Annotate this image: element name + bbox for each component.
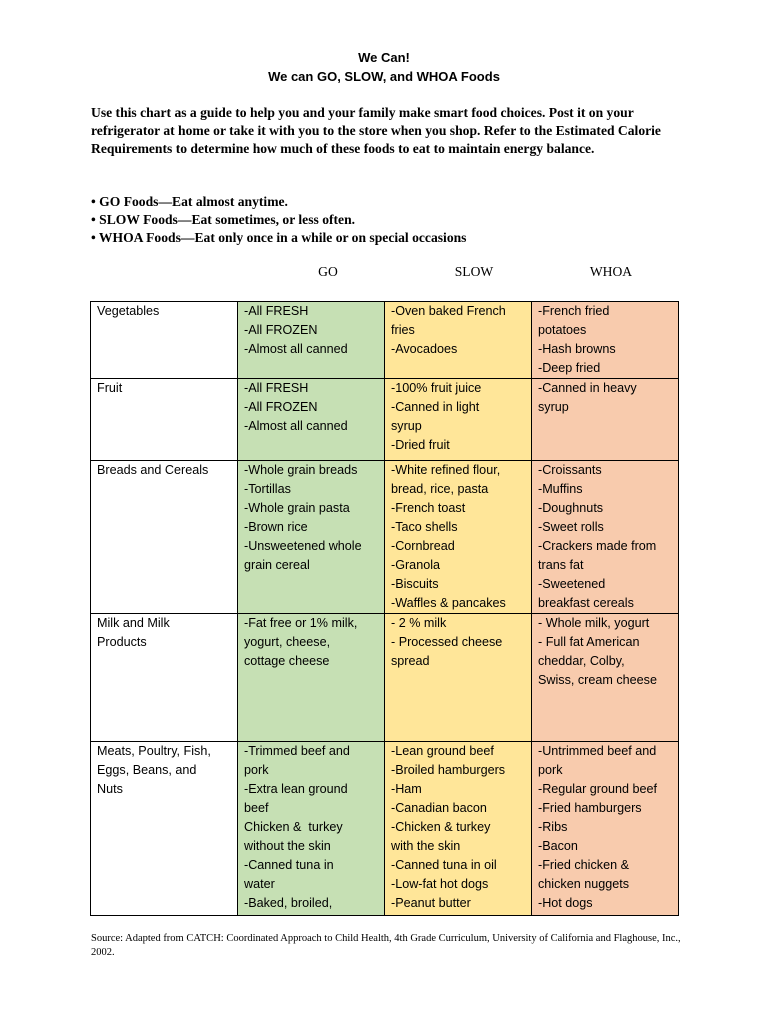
food-item: syrup [538,400,569,414]
food-item: -All FRESH [244,381,309,395]
bullet-slow: • SLOW Foods—Eat sometimes, or less often. [91,212,356,227]
food-item: breakfast cereals [538,596,634,610]
food-item: -Waffles & pancakes [391,596,506,610]
food-item: -Oven baked French [391,304,506,318]
go-cell [238,379,385,461]
category-label: Breads and Cereals [97,463,209,477]
food-item: -Tortillas [244,482,291,496]
food-item: - 2 % milk [391,616,447,630]
food-item: -Hot dogs [538,896,593,910]
category-label: Milk and Milk [97,616,170,630]
food-item: -Bacon [538,839,578,853]
food-item: pork [244,763,269,777]
slow-cell [385,302,532,379]
food-item: -French fried [538,304,610,318]
food-item: fries [391,323,415,337]
bullet-go: • GO Foods—Eat almost anytime. [91,194,288,209]
food-item: -Lean ground beef [391,744,494,758]
bullet-list [91,193,691,247]
food-item: -Ribs [538,820,568,834]
go-cell [238,742,385,916]
column-headers [0,264,768,284]
food-item: -Fried chicken & [538,858,629,872]
food-item: -Almost all canned [244,419,348,433]
food-item: -Canadian bacon [391,801,487,815]
go-cell [238,614,385,742]
slow-cell [385,461,532,614]
column-header-whoa: WHOA [589,264,633,279]
food-item: -Canned tuna in oil [391,858,497,872]
food-item: -Almost all canned [244,342,348,356]
food-item: -Dried fruit [391,438,450,452]
category-label: Products [97,635,147,649]
food-item: -Peanut butter [391,896,471,910]
go-cell [238,302,385,379]
whoa-cell [532,302,679,379]
category-label: Nuts [97,782,123,796]
food-item: -Crackers made from [538,539,657,553]
category-label: Meats, Poultry, Fish, [97,744,211,758]
whoa-cell [532,379,679,461]
food-item: -All FROZEN [244,400,318,414]
food-item: -Chicken & turkey [391,820,491,834]
food-item: - Full fat American [538,635,640,649]
food-item: cottage cheese [244,654,330,668]
food-item: -Canned tuna in [244,858,334,872]
food-item: Chicken & turkey [244,820,343,834]
food-item: bread, rice, pasta [391,482,489,496]
food-item: pork [538,763,563,777]
food-item: -All FROZEN [244,323,318,337]
bullet-whoa: • WHOA Foods—Eat only once in a while or on special occasions [91,230,467,245]
table-row [91,302,679,379]
document-title: We Can! [358,50,410,65]
food-item: -All FRESH [244,304,309,318]
category-label: Vegetables [97,304,160,318]
source-citation: Source: Adapted from CATCH: Coordinated Approach to Child Health, 4th Grade Curriculum, University of California and Flaghouse, Inc., 2002. [91,933,681,958]
category-cell [91,614,238,742]
food-item: -Canned in heavy [538,381,637,395]
food-item: yogurt, cheese, [244,635,331,649]
food-item: -Fat free or 1% milk, [244,616,358,630]
food-item: -Broiled hamburgers [391,763,506,777]
food-item: -Extra lean ground [244,782,348,796]
food-item: water [244,877,275,891]
food-item: -Low-fat hot dogs [391,877,489,891]
food-item: -Canned in light [391,400,480,414]
category-cell [91,302,238,379]
column-header-go: GO [318,264,338,279]
category-cell [91,742,238,916]
food-item: -Cornbread [391,539,455,553]
food-item: - Processed cheese [391,635,503,649]
category-label: Fruit [97,381,123,395]
food-item: potatoes [538,323,587,337]
food-item: trans fat [538,558,584,572]
food-item: -Sweetened [538,577,606,591]
food-item: spread [391,654,430,668]
food-item: -Untrimmed beef and [538,744,657,758]
food-item: -Avocadoes [391,342,458,356]
go-cell [238,461,385,614]
food-item: syrup [391,419,422,433]
slow-cell [385,614,532,742]
food-item: -Whole grain pasta [244,501,350,515]
food-item: Swiss, cream cheese [538,673,657,687]
food-item: -Fried hamburgers [538,801,642,815]
food-item: -Regular ground beef [538,782,658,796]
slow-cell [385,379,532,461]
category-cell [91,461,238,614]
food-item: -Taco shells [391,520,458,534]
food-item: -Sweet rolls [538,520,604,534]
food-item: -Unsweetened whole [244,539,362,553]
food-item: -Trimmed beef and [244,744,350,758]
food-item: -Hash browns [538,342,616,356]
food-item: -Muffins [538,482,583,496]
food-item: - Whole milk, yogurt [538,616,650,630]
table-row [91,461,679,614]
table-row [91,614,679,742]
food-item: -Baked, broiled, [244,896,333,910]
food-item: -Biscuits [391,577,439,591]
food-item: chicken nuggets [538,877,630,891]
food-item: -Deep fried [538,361,601,375]
food-item: grain cereal [244,558,310,572]
category-cell [91,379,238,461]
intro-paragraph: Use this chart as a guide to help you and your family make smart food choices. Post it on your refrigerator at home or take it with you to the store when you shop. Refer to the Estimated Calorie Requirements to determine how much of these foods to eat to maintain energy balance. [91,105,661,156]
food-item: -Brown rice [244,520,308,534]
food-item: -Croissants [538,463,602,477]
category-label: Eggs, Beans, and [97,763,197,777]
food-item: -Whole grain breads [244,463,358,477]
food-item: -Ham [391,782,422,796]
document-header [0,48,768,86]
whoa-cell [532,461,679,614]
table-row [91,379,679,461]
food-item: beef [244,801,269,815]
document-subtitle: We can GO, SLOW, and WHOA Foods [268,69,500,84]
food-item: -White refined flour, [391,463,501,477]
food-item: cheddar, Colby, [538,654,625,668]
food-chart-table [90,301,679,916]
food-item: -French toast [391,501,466,515]
food-item: without the skin [244,839,331,853]
column-header-slow: SLOW [454,264,494,279]
food-item: with the skin [391,839,461,853]
slow-cell [385,742,532,916]
food-item: -Granola [391,558,440,572]
whoa-cell [532,742,679,916]
table-row [91,742,679,916]
food-item: -Doughnuts [538,501,604,515]
food-item: -100% fruit juice [391,381,482,395]
whoa-cell [532,614,679,742]
